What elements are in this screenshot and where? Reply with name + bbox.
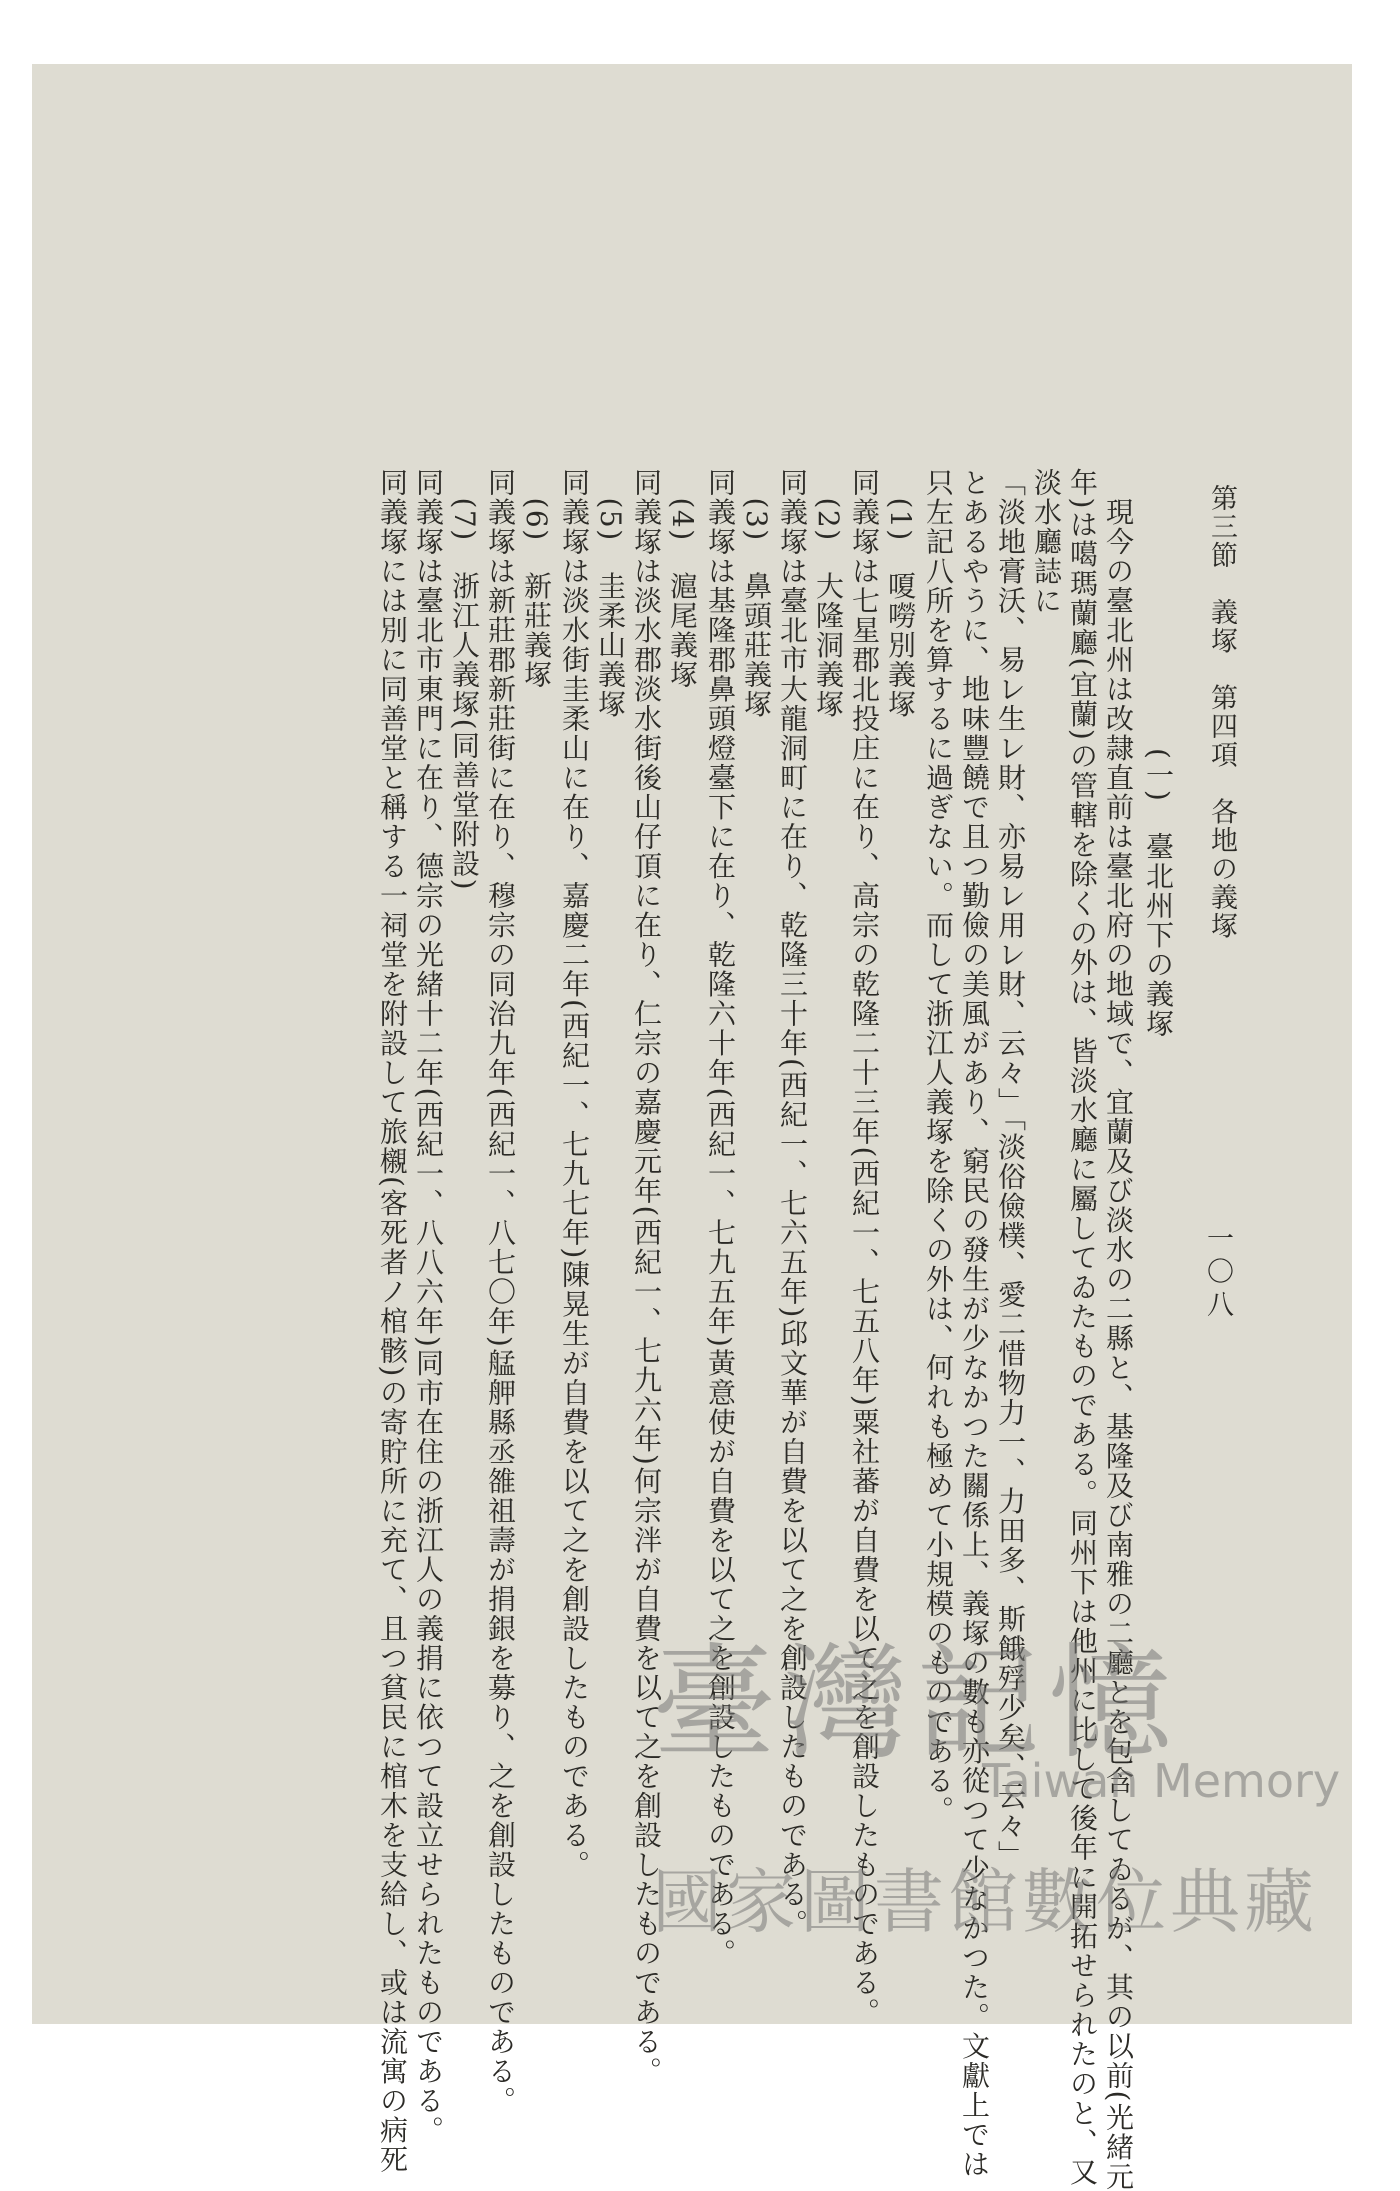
text-column: とあるやうに、地味豐饒で且つ勤儉の美風があり、窮民の發生が少なかつた關係上、義塚の數も亦從つて少なかつた。文獻上では xyxy=(958,468,991,2179)
list-item-text: 同義塚は基隆郡鼻頭燈臺下に在り、乾隆六十年(西紀一、七九五年)黃意使が自費を以て之を創設したものである。 xyxy=(704,468,737,1968)
watermark-logo: 臺灣記憶 xyxy=(652,1632,1181,1776)
running-title: 第三節 義塚 第四項 各地の義塚 xyxy=(1206,484,1237,940)
text-column: 淡水廳誌に xyxy=(1030,468,1063,616)
watermark-institution: 國家圖書館數位典藏 xyxy=(652,1861,1318,1943)
section-heading: (一) 臺北州下の義塚 xyxy=(1142,512,1175,1039)
list-item-text: 同義塚は淡水郡淡水街後山仔頂に在り、仁宗の嘉慶元年(西紀一、七九六年)何宗泮が自費を以て之を創設したものである。 xyxy=(630,468,663,2086)
scanned-page xyxy=(32,64,1352,2191)
page-number: 一〇八 xyxy=(1202,1224,1233,1323)
list-item-heading: (3) 鼻頭莊義塚 xyxy=(740,468,773,719)
list-item-text: 同義塚は新莊郡新莊街に在り、穆宗の同治九年(西紀一、八七〇年)艋舺縣丞雒祖壽が捐銀を募り、之を創設したものである。 xyxy=(484,468,517,2116)
list-item-heading: (2) 大隆洞義塚 xyxy=(812,468,845,719)
list-item-text: 同義塚は臺北市東門に在り、德宗の光緒十二年(西紀一、八八六年)同市在住の浙江人の義捐に依つて設立せられたものである。 xyxy=(412,468,445,2145)
list-item-heading: (6) 新莊義塚 xyxy=(520,468,553,690)
list-item-heading: (4) 滬尾義塚 xyxy=(666,468,699,690)
text-column: 年)は噶瑪蘭廳(宜蘭)の管轄を除くの外は、皆淡水廳に屬してゐたものである。同州下は他州に比して後年に開拓せられたのと、又 xyxy=(1066,468,1099,2187)
watermark-english: Taiwan Memory xyxy=(982,1754,1341,1808)
list-item-heading: (5) 圭柔山義塚 xyxy=(594,468,627,719)
list-item-text: 同義塚は淡水街圭柔山に在り、嘉慶二年(西紀一、七九七年)陳晃生が自費を以て之を創設したものである。 xyxy=(558,468,591,1880)
text-column: 只左記八所を算するに過ぎない。而して浙江人義塚を除くの外は、何れも極めて小規模のものである。 xyxy=(922,468,955,1825)
list-item-text: 同義塚には別に同善堂と稱する一祠堂を附設して旅櫬(客死者ノ棺骸)の寄貯所に充て、且つ貧民に棺木を支給し、或は流寓の病死 xyxy=(376,468,409,2175)
quotation-column: 「淡地膏沃、易レ生レ財、亦易レ用レ財、云々」「淡俗儉樸、愛二惜物力一、力田多、斯餓殍少矣、云々」 xyxy=(994,468,1027,1870)
list-item-text: 同義塚は臺北市大龍洞町に在り、乾隆三十年(西紀一、七六五年)邱文華が自費を以て之を創設したものである。 xyxy=(776,468,809,1939)
list-item-heading: (7) 浙江人義塚(同善堂附設) xyxy=(448,468,481,892)
list-item-text: 同義塚は七星郡北投庄に在り、高宗の乾隆二十三年(西紀一、七五八年)粟社蕃が自費を以て之を創設したものである。 xyxy=(848,468,881,2027)
watermark xyxy=(652,1604,1341,2024)
text-column: 現今の臺北州は改隷直前は臺北府の地域で、宜蘭及び淡水の二縣と、基隆及び南雅の二廳とを包含してゐるが、其の以前(光緒元 xyxy=(1102,468,1135,2191)
list-item-heading: (1) 嗄嘮別義塚 xyxy=(884,468,917,719)
